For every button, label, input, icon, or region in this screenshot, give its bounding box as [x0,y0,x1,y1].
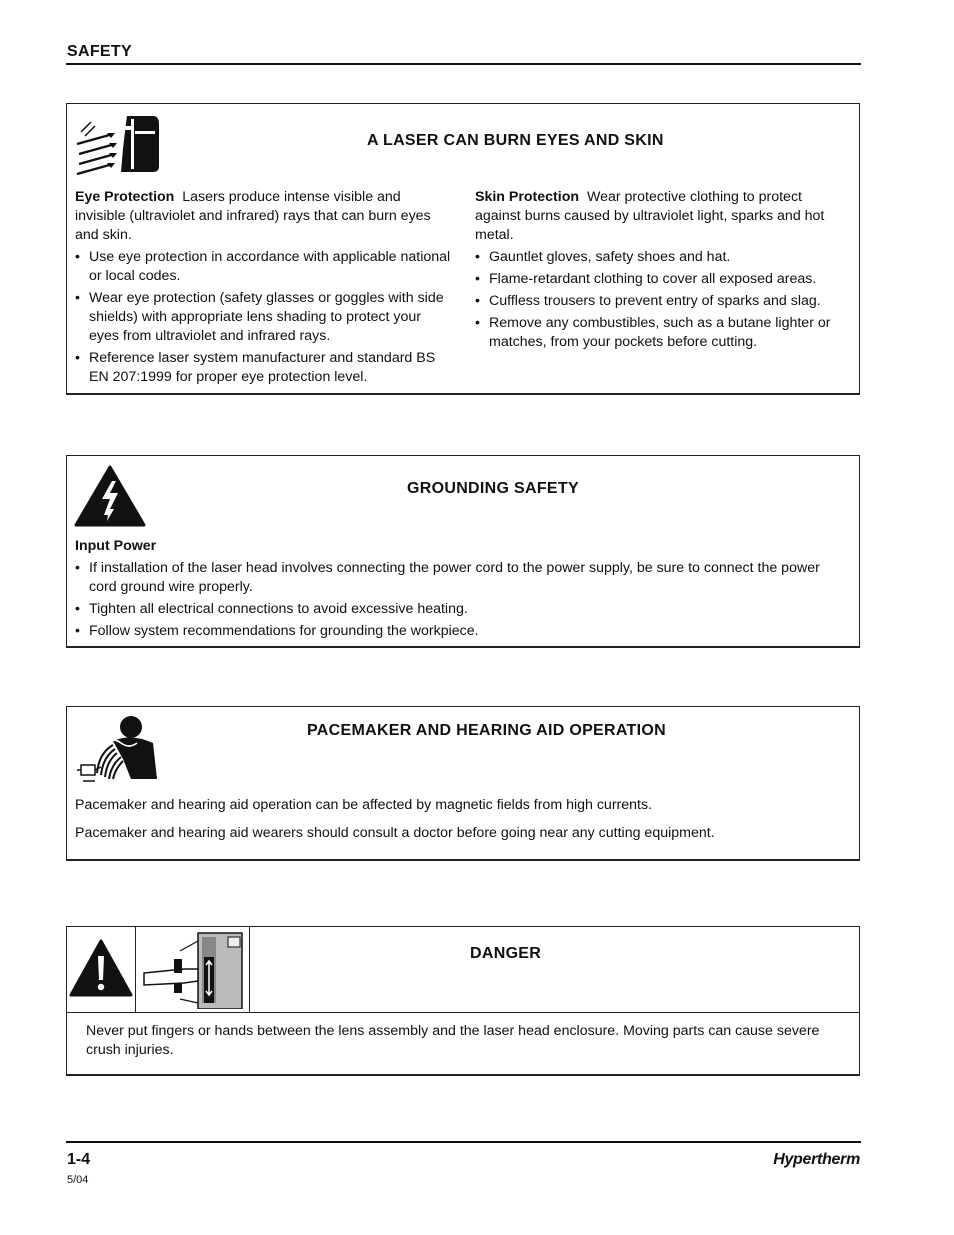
grounding-content [75,537,845,644]
pacemaker-paragraph: Pacemaker and hearing aid operation can be affected by magnetic fields from high currents. [75,797,653,813]
electric-shock-warning-icon [74,465,146,527]
laser-safety-box [66,103,860,395]
pacemaker-paragraph: Pacemaker and hearing aid wearers should consult a doctor before going near any cutting equipment. [75,825,715,841]
pacemaker-content [75,796,845,852]
grounding-list [75,559,845,641]
crush-icon-cell [136,927,250,1012]
eye-protection-heading: Eye Protection [75,189,175,205]
skin-protection-heading: Skin Protection [475,189,580,205]
pacemaker-box [66,706,860,861]
skin-protection-column [475,188,851,355]
danger-divider [67,1012,859,1013]
skin-protection-intro-text: Wear protective clothing to protect against burns caused by ultraviolet light, sparks and hot metal. [475,189,825,243]
crush-hazard-icon [140,929,246,1009]
list-item: • If installation of the laser head involves connecting the power cord to the power supply, be sure to connect the power cord ground wire properly. [75,559,845,597]
list-item: • Flame-retardant clothing to cover all exposed areas. [475,270,851,289]
list-item: • Remove any combustibles, such as a butane lighter or matches, from your pockets before cutting. [475,314,851,352]
list-item: • Cuffless trousers to prevent entry of sparks and slag. [475,292,851,311]
footer-rule [66,1141,861,1143]
input-power-heading: Input Power [75,538,157,554]
danger-box-title: DANGER [470,945,542,962]
list-item: • Tighten all electrical connections to avoid excessive heating. [75,600,845,619]
exclamation-warning-icon [69,938,133,998]
brand-logo: Hypertherm [773,1151,860,1168]
danger-box [66,926,860,1076]
laser-box-title: A LASER CAN BURN EYES AND SKIN [367,132,664,149]
face-shield-icon [75,114,159,176]
header-rule [66,63,861,65]
danger-icon-cell [67,927,136,1012]
magnetic-field-person-icon [75,713,161,783]
section-title: SAFETY [67,43,132,60]
skin-protection-intro [475,188,851,245]
list-item: • Use eye protection in accordance with applicable national or local codes. [75,248,451,286]
grounding-box-title: GROUNDING SAFETY [407,480,579,497]
pacemaker-box-title: PACEMAKER AND HEARING AID OPERATION [307,722,666,739]
eye-protection-intro-text: Lasers produce intense visible and invisible (ultraviolet and infrared) rays that can burn eyes and skin. [75,189,431,243]
list-item: • Reference laser system manufacturer and standard BS EN 207:1999 for proper eye protection level. [75,349,451,387]
eye-protection-intro [75,188,451,245]
page-number: 1-4 [67,1151,91,1168]
skin-protection-list [475,248,851,352]
eye-protection-list [75,248,451,387]
revision-date: 5/04 [67,1174,89,1186]
grounding-safety-box [66,455,860,648]
list-item: • Gauntlet gloves, safety shoes and hat. [475,248,851,267]
list-item: • Wear eye protection (safety glasses or goggles with side shields) with appropriate lens shading to protect your eyes from ultraviolet and infrared rays. [75,289,451,346]
eye-protection-column [75,188,451,390]
list-item: • Follow system recommendations for grounding the workpiece. [75,622,845,641]
danger-text: Never put fingers or hands between the lens assembly and the laser head enclosure. Moving parts can cause severe crush injuries. [86,1023,820,1058]
